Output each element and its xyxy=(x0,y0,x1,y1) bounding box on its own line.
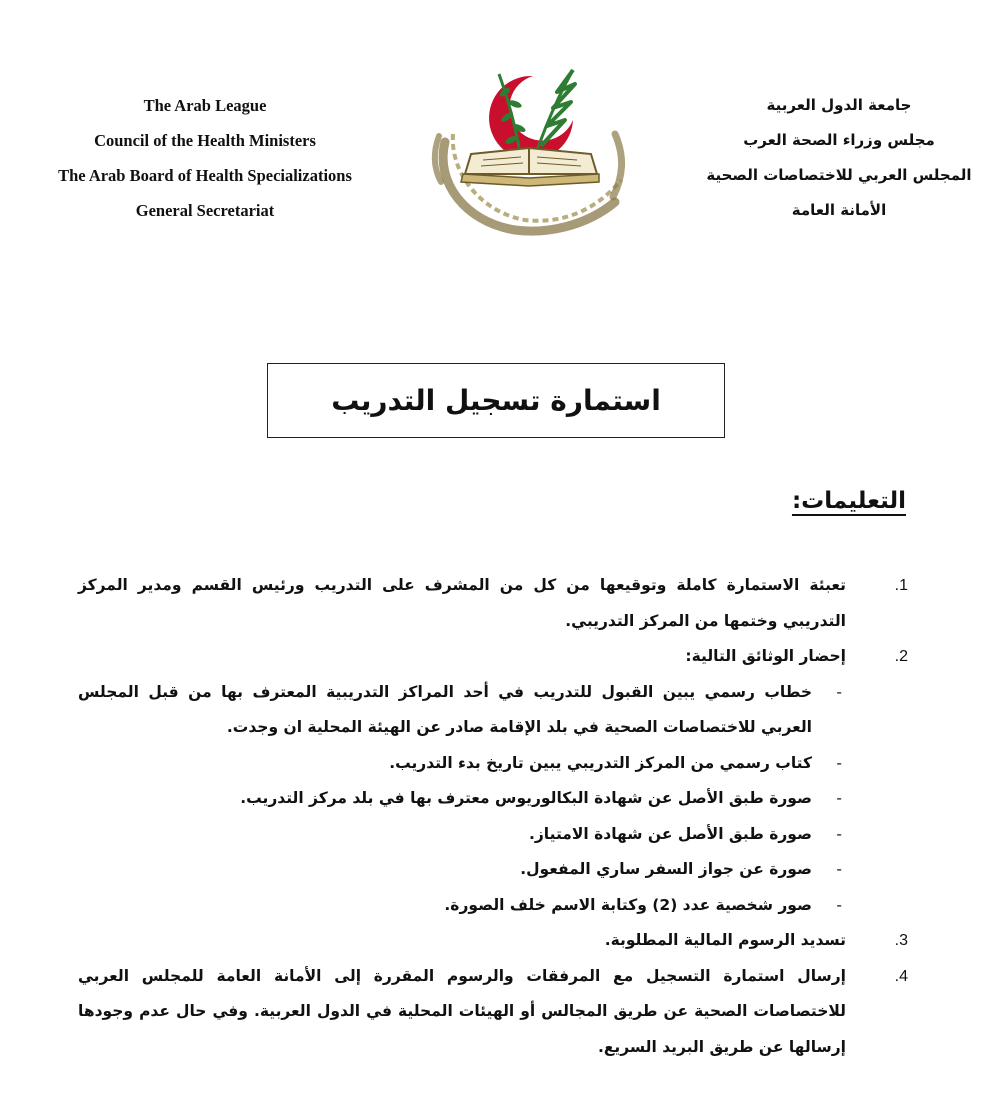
instructions-heading: التعليمات: xyxy=(791,488,906,514)
document-item xyxy=(78,852,908,888)
item-number: 1. xyxy=(894,577,908,594)
document-item xyxy=(78,675,908,746)
item-number: 2. xyxy=(894,648,908,665)
document-item xyxy=(78,817,908,853)
document-item xyxy=(78,888,908,924)
document-item xyxy=(78,781,908,817)
dash-bullet: - xyxy=(836,789,842,807)
instruction-item-3 xyxy=(78,923,908,959)
org-line-secretariat: General Secretariat xyxy=(135,201,275,220)
instructions-list xyxy=(78,568,908,1065)
instruction-text: إحضار الوثائق التالية: xyxy=(685,647,846,665)
arab-board-emblem-icon xyxy=(425,62,635,237)
instruction-item-2 xyxy=(78,639,908,675)
dash-bullet: - xyxy=(836,824,842,843)
header-english xyxy=(20,88,390,228)
org-line-council-ar: مجلس وزراء الصحة العرب xyxy=(743,131,935,149)
dash-bullet: - xyxy=(836,682,842,701)
header-arabic xyxy=(694,88,984,228)
document-text: صورة طبق الأصل عن شهادة الامتياز. xyxy=(529,824,812,843)
org-line-arab-league-ar: جامعة الدول العربية xyxy=(766,96,912,114)
document-text: كتاب رسمي من المركز التدريبي يبين تاريخ بدء التدريب. xyxy=(389,753,812,772)
document-text: صورة عن جواز السفر ساري المفعول. xyxy=(520,860,812,878)
org-line-secretariat-ar: الأمانة العامة xyxy=(791,201,887,219)
org-line-arab-league: The Arab League xyxy=(143,96,267,115)
instruction-item-1 xyxy=(78,568,908,639)
dash-bullet: - xyxy=(836,860,842,878)
org-line-board-ar: المجلس العربي للاختصاصات الصحية xyxy=(706,166,972,184)
document-item xyxy=(78,746,908,782)
dash-bullet: - xyxy=(836,753,842,772)
instruction-text: تعبئة الاستمارة كاملة وتوقيعها من كل من المشرف على التدريب ورئيس القسم ومدير المركز التدريبي وختمها من المركز التدريبي. xyxy=(78,576,846,630)
document-text: خطاب رسمي يبين القبول للتدريب في أحد المراكز التدريبية المعترف بها من قبل المجلس العربي للاختصاصات الصحية في بلد الإقامة صادر عن الهيئة المحلية ان وجدت. xyxy=(78,682,812,736)
document-text: صورة طبق الأصل عن شهادة البكالوريوس معترف بها في بلد مركز التدريب. xyxy=(240,789,812,807)
instruction-text: إرسال استمارة التسجيل مع المرفقات والرسوم المقررة إلى الأمانة العامة للمجلس العربي للاختصاصات الصحية عن طريق المجالس أو الهيئات المحلية في الدول العربية. وفي حال عدم وجودها إرسالها عن طريق البريد السريع. xyxy=(78,966,846,1056)
instruction-item-4 xyxy=(78,959,908,1066)
dash-bullet: - xyxy=(836,895,842,914)
form-title: استمارة تسجيل التدريب xyxy=(267,363,725,438)
instruction-text: تسديد الرسوم المالية المطلوبة. xyxy=(604,931,846,949)
org-line-board: The Arab Board of Health Specializations xyxy=(58,166,352,185)
item-number: 3. xyxy=(894,932,908,949)
org-line-council: Council of the Health Ministers xyxy=(94,131,316,150)
item-number: 4. xyxy=(894,967,908,985)
document-text: صور شخصية عدد (2) وكتابة الاسم خلف الصورة. xyxy=(444,895,812,914)
